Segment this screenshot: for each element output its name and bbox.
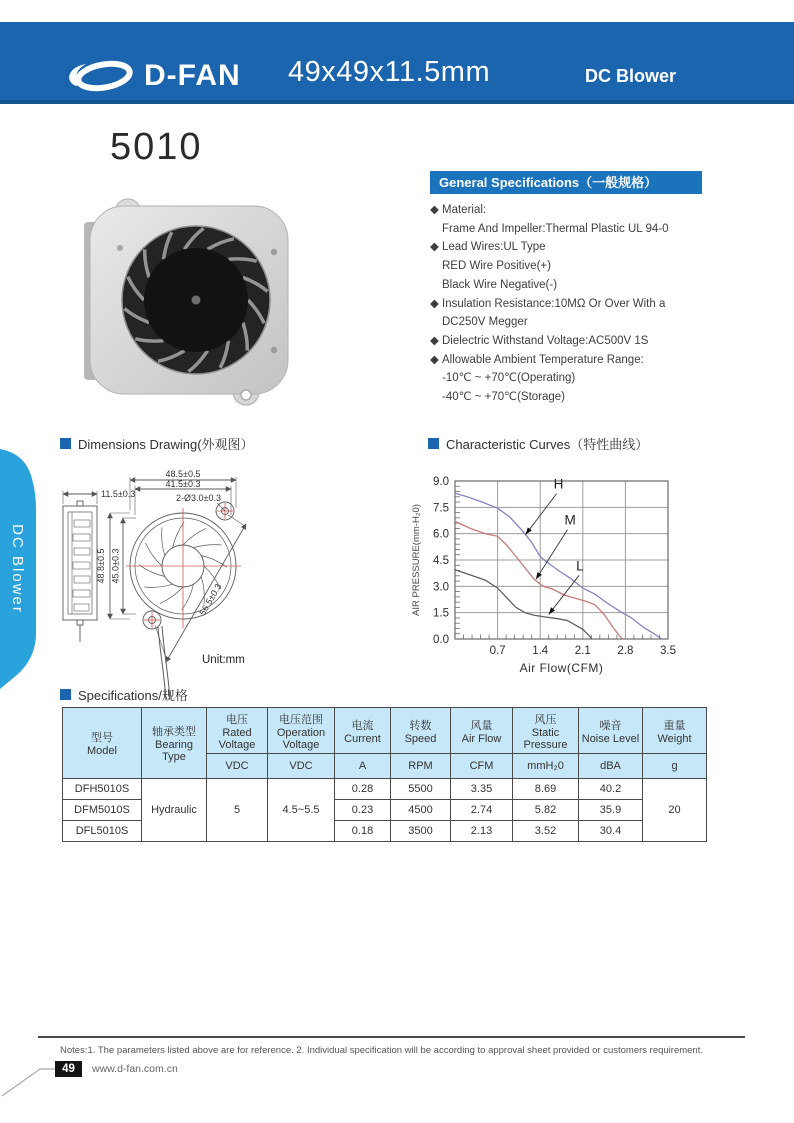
website-url: www.d-fan.com.cn [92,1063,178,1075]
dim-height-outer: 48.8±0.5 [96,548,106,584]
gs-item [430,313,770,332]
section-square-icon [60,438,71,449]
product-photo [76,196,311,408]
brand-logo [62,57,241,95]
table-unit-cell: mmH₂0 [513,754,579,779]
arrowhead-icon [549,607,555,614]
leader-line [526,494,557,535]
gs-item [430,201,770,220]
x-axis-title: Air Flow(CFM) [519,661,604,675]
footer-notes: Notes:1. The parameters listed above are for reference. 2. Individual specification will be according to approval sheet provided or customers requirement. [60,1045,703,1056]
gs-item [430,295,770,314]
y-tick-label: 4.5 [433,555,449,567]
gs-item [430,238,770,257]
curve-M [455,521,622,639]
table-cell: 5 [207,779,268,842]
x-tick-label: 2.8 [617,645,634,657]
gs-item-text: Dielectric Withstand Voltage:AC500V 1S [442,334,649,347]
table-cell: 0.23 [335,800,391,821]
side-tab-label: DC Blower [9,524,26,614]
table-cell: 3500 [391,821,451,842]
table-header-cell: 风量 Air Flow [451,708,513,754]
gs-item-text: Material: [442,204,487,216]
side-view [63,501,97,642]
curve-H [455,493,662,639]
table-cell: 4500 [391,800,451,821]
diamond-bullet-icon: ◆ [430,334,439,347]
x-tick-label: 0.7 [489,645,506,657]
table-header-cell: 型号 Model [63,708,142,779]
gs-item-text: Frame And Impeller:Thermal Plastic UL 94-0 [442,222,669,235]
table-cell: 2.74 [451,800,513,821]
section-dimensions [60,434,254,453]
dim-diagonal: 56.5±0.3 [197,581,224,618]
model-number: 5010 [110,126,203,168]
section-specifications [60,685,188,704]
table-cell: DFH5010S [63,779,142,800]
y-tick-label: 3.0 [433,581,449,594]
gs-item [430,388,770,407]
table-header-cell: 电压范围 Operation Voltage [268,708,335,754]
curve-label-M: M [564,512,576,528]
dim-holes: 2-Ø3.0±0.3 [176,493,221,503]
curve-label-H: H [553,476,564,492]
section-curves [428,434,648,453]
table-header-cell: 电压 Rated Voltage [207,708,268,754]
table-cell: 4.5~5.5 [268,779,335,842]
general-specs-list [430,201,770,407]
table-unit-cell: VDC [207,754,268,779]
y-tick-label: 1.5 [433,607,449,620]
diamond-bullet-icon: ◆ [430,297,439,310]
gs-item-text: -40℃ ~ +70℃(Storage) [442,391,566,404]
header-dimensions: 49x49x11.5mm [288,56,491,88]
y-tick-label: 6.0 [433,528,449,541]
table-cell: 30.4 [579,821,643,842]
gs-item-text: RED Wire Positive(+) [442,260,551,273]
brand-name: D-FAN [144,59,241,92]
gs-item-text: Allowable Ambient Temperature Range: [442,353,644,366]
x-tick-label: 3.5 [660,645,676,657]
table-cell: 3.35 [451,779,513,800]
table-cell: 5500 [391,779,451,800]
gs-item [430,276,770,295]
section-dimensions-label: Dimensions Drawing(外观图） [78,437,254,452]
dim-width-inner: 41.5±0.3 [165,479,201,489]
gs-item-text: DC250V Megger [442,316,528,329]
general-specs-header: General Specifications（一般规格） [430,171,702,194]
corner-line [0,1056,60,1098]
y-tick-label: 0.0 [433,634,449,646]
y-tick-label: 7.5 [433,502,449,515]
table-cell: 40.2 [579,779,643,800]
table-cell: DFL5010S [63,821,142,842]
dimensions-drawing [60,460,410,702]
gs-item [430,220,770,239]
drawing-unit-label: Unit:mm [202,654,245,666]
fan-swoosh-icon [62,57,142,95]
diamond-bullet-icon: ◆ [430,353,439,366]
table-cell: 5.82 [513,800,579,821]
front-view [126,502,241,700]
leader-line [549,575,579,614]
dim-depth: 11.5±0.3 [101,489,136,499]
table-cell: 0.18 [335,821,391,842]
gs-item [430,351,770,370]
table-header-cell: 重量 Weight [643,708,707,754]
table-unit-cell: RPM [391,754,451,779]
table-cell: Hydraulic [142,779,207,842]
table-unit-cell: dBA [579,754,643,779]
table-cell: 0.28 [335,779,391,800]
table-unit-cell: VDC [268,754,335,779]
curve-label-L: L [576,558,584,574]
x-tick-label: 2.1 [574,645,591,657]
header-product-type: DC Blower [585,66,677,86]
gs-item [430,332,770,351]
table-cell: DFM5010S [63,800,142,821]
table-header-cell: 轴承类型 Bearing Type [142,708,207,779]
table-header-cell: 风压 Static Pressure [513,708,579,754]
y-tick-label: 9.0 [433,476,449,488]
table-header-cell: 转数 Speed [391,708,451,754]
dim-height-inner: 45.0±0.3 [110,548,121,584]
section-square-icon [60,689,71,700]
y-axis-title: AIR PRESSURE(mm-H₂0) [411,504,422,616]
x-tick-label: 1.4 [532,645,549,657]
dim-width-outer: 48.5±0.5 [165,469,201,479]
footer-divider [38,1036,745,1038]
gs-item-text: -10℃ ~ +70℃(Operating) [442,372,576,385]
gs-item-text: Lead Wires:UL Type [442,241,546,254]
table-cell: 8.69 [513,779,579,800]
specifications-table [62,707,707,842]
gs-item-text: Insulation Resistance:10MΩ Or Over With a [442,297,666,310]
section-square-icon [428,438,439,449]
table-unit-cell: g [643,754,707,779]
arrowhead-icon [536,572,542,579]
table-unit-cell: A [335,754,391,779]
diamond-bullet-icon: ◆ [430,241,439,254]
table-header-cell: 电流 Current [335,708,391,754]
table-unit-cell: CFM [451,754,513,779]
page-number-badge: 49 [55,1061,82,1077]
table-header-cell: 噪音 Noise Level [579,708,643,754]
gs-item [430,369,770,388]
section-curves-label: Characteristic Curves（特性曲线） [446,437,649,452]
table-cell: 2.13 [451,821,513,842]
curve-L [455,570,592,639]
gs-item [430,257,770,276]
table-cell: 3.52 [513,821,579,842]
characteristic-curves-chart [408,468,778,680]
section-specifications-label: Specifications/规格 [78,688,188,703]
table-cell: 20 [643,779,707,842]
diamond-bullet-icon: ◆ [430,204,439,216]
table-cell: 35.9 [579,800,643,821]
side-tab-dc-blower [0,443,46,695]
gs-item-text: Black Wire Negative(-) [442,278,558,291]
